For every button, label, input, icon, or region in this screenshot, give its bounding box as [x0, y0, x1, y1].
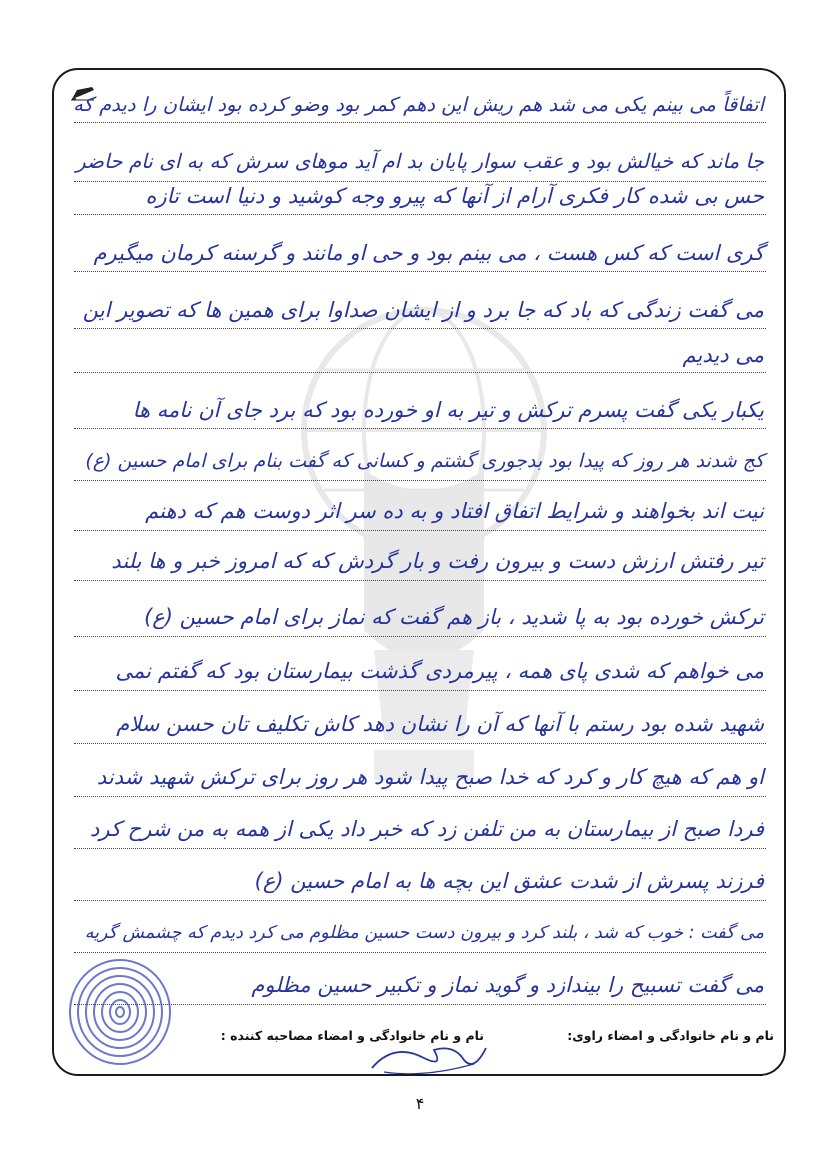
handwritten-line: حس بی شده کار فکری آرام از آنها که پیرو وجه کوشید و دنیا است تازه	[145, 184, 764, 208]
handwritten-line: می گفت زندگی که باد که جا برد و از ایشان صداوا برای همین ها که تصویر این	[82, 298, 764, 322]
handwritten-line: گری است که کس هست ، می بینم بود و حی او مانند و گرسنه کرمان میگیرم	[93, 241, 764, 265]
handwritten-line: یکبار یکی گفت پسرم ترکش و تیر به او خورده بود که برد جای آن نامه ها	[132, 398, 764, 422]
handwritten-line: فردا صبح از بیمارستان به من تلفن زد که خبر داد یکی از همه به من شرح کرد	[90, 817, 764, 841]
form-frame	[52, 68, 786, 1076]
narrator-signature-label: نام و نام خانوادگی و امضاء راوی:	[567, 1028, 774, 1043]
ruled-line	[74, 900, 766, 901]
handwritten-line: اتفاقاً می بینم یکی می شد هم ریش این دهم کمر بود وضو کرده بود ایشان را دیدم که	[73, 93, 764, 116]
ruled-line	[74, 690, 766, 691]
handwritten-line: فرزند پسرش از شدت عشق این بچه ها به امام حسین (ع)	[254, 869, 764, 893]
ruled-line	[74, 480, 766, 481]
handwritten-line: ترکش خورده بود به پا شدید ، باز هم گفت که نماز برای امام حسین (ع)	[144, 605, 764, 629]
handwritten-line: می دیدیم	[682, 343, 764, 367]
ruled-line	[74, 122, 766, 123]
ruled-line	[74, 181, 766, 182]
handwritten-line: او هم که هیچ کار و کرد که خدا صبح پیدا شود هر روز برای ترکش شهید شدند	[96, 765, 764, 789]
ruled-line	[74, 530, 766, 531]
handwritten-line: تیر رفتش ارزش دست و بیرون رفت و بار گردش که که امروز خبر و ها بلند	[111, 549, 764, 573]
interviewer-signature-label: نام و نام خانوادگی و امضاء مصاحبه کننده :	[220, 1028, 484, 1043]
handwritten-line: نیت اند بخواهند و شرایط اتفاق افتاد و به ده سر اثر دوست هم که دهنم	[145, 499, 764, 523]
page-number: ۴	[415, 1094, 425, 1113]
handwritten-line: شهید شده بود رستم با آنها که آن را نشان دهد کاش تکلیف تان حسن سلام	[116, 712, 764, 736]
ruled-line	[74, 580, 766, 581]
ruled-line	[74, 372, 766, 373]
fingerprint-icon	[60, 950, 180, 1070]
ruled-line	[74, 743, 766, 744]
ruled-line	[74, 796, 766, 797]
ruled-line	[74, 428, 766, 429]
handwritten-line: جا ماند که خیالش بود و عقب سوار پایان بد ام آید موهای سرش که به ای نام حاضر	[76, 149, 764, 173]
ruled-line	[74, 214, 766, 215]
handwritten-line: کج شدند هر روز که پیدا بود بدجوری گشتم و کسانی که گفت بنام برای امام حسین (ع)	[85, 450, 764, 472]
ruled-line	[74, 636, 766, 637]
handwritten-line: می گفت : خوب که شد ، بلند کرد و بیرون دست حسین مظلوم می کرد دیدم که چشمش گریه	[84, 923, 764, 943]
ruled-line	[74, 271, 766, 272]
ruled-line	[74, 848, 766, 849]
interviewer-signature	[364, 1038, 494, 1076]
handwritten-line: می گفت تسبیح را بیندازد و گوید نماز و تکبیر حسین مظلوم	[251, 973, 764, 997]
ruled-line	[74, 328, 766, 329]
handwritten-line: می خواهم که شدی پای همه ، پیرمردی گذشت بیمارستان بود که گفتم نمی	[115, 659, 764, 683]
